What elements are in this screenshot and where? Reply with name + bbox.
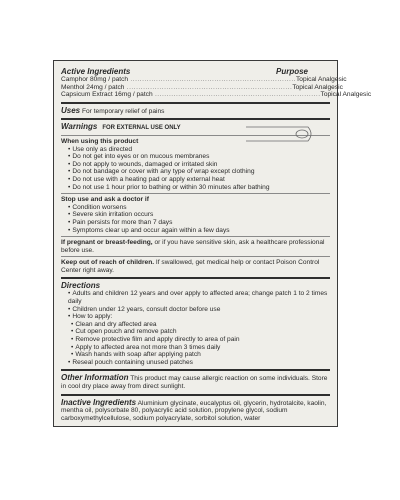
stop-use-heading: Stop use and ask a doctor if <box>61 196 149 204</box>
list-item: • Adults and children 12 years and over apply to affected area; change patch 1 to 2 times daily <box>68 290 330 305</box>
thin-divider <box>61 193 330 194</box>
list-item: • Children under 12 years, consult doctor before use <box>68 306 330 314</box>
list-item: • Remove protective film and apply directly to area of pain <box>71 336 330 344</box>
section-divider <box>61 394 330 396</box>
directions-heading: Directions <box>61 281 101 291</box>
other-information-section <box>61 373 330 390</box>
directions-list <box>61 290 330 320</box>
active-ingredients-heading: Active Ingredients <box>61 67 131 76</box>
thin-divider <box>61 256 330 257</box>
warnings-heading: Warnings <box>61 122 98 132</box>
ingredient-name: Menthol 24mg / patch <box>61 83 125 91</box>
list-item: • How to apply: <box>68 313 330 321</box>
list-item: • Symptoms clear up and occur again within a few days <box>68 227 330 235</box>
uses-text: For temporary relief of pains <box>81 107 165 115</box>
reach-warning-text: If swallowed, get medical help or contact Poison Control Center right away. <box>61 259 320 274</box>
pregnancy-warning-bold: If pregnant or breast-feeding, <box>61 239 153 247</box>
reach-warning-bold: Keep out of reach of children. <box>61 259 155 267</box>
patch-illustration-icon <box>244 124 316 144</box>
active-ingredients-list <box>61 76 372 99</box>
ingredient-name: Camphor 80mg / patch <box>61 76 129 83</box>
warnings-section <box>61 122 330 274</box>
external-use-note: FOR EXTERNAL USE ONLY <box>102 125 181 132</box>
leader-dots: ....................................................................... <box>128 76 296 83</box>
list-item: • Wash hands with soap after applying patch <box>71 351 330 359</box>
list-item: • Do not apply to wounds, damaged or irritated skin <box>68 161 330 169</box>
ingredient-purpose: Topical Analgesic <box>320 91 372 99</box>
reach-of-children-warning <box>61 259 330 274</box>
drug-facts-panel <box>53 60 372 427</box>
pregnancy-warning <box>61 239 330 254</box>
other-information-text: This product may cause allergic reaction on some individuals. Store in cool dry place away from direct sunlight. <box>61 375 328 390</box>
list-item: • Do not use with a heating pad or apply external heat <box>68 176 330 184</box>
section-divider <box>61 369 330 371</box>
ingredient-purpose: Topical Analgesic <box>295 76 347 83</box>
list-item: • Cut open pouch and remove patch <box>71 328 330 336</box>
inactive-ingredients-text: Aluminium glycinate, eucalyptus oil, glycerin, hydrotalcite, kaolin, mentha oil, polysorbate 80, polyacrylic acid solution, propylene glycol, sodium carboxymethylcellulose, sodium polyacrylate, sorbitol solution, water <box>61 399 327 422</box>
directions-section <box>61 281 330 366</box>
pregnancy-warning-text: or if you have sensitive skin, ask a healthcare professional before use. <box>61 239 325 254</box>
list-item: • Do not use 1 hour prior to bathing or within 30 minutes after bathing <box>68 184 330 192</box>
list-item: • Pain persists for more than 7 days <box>68 219 330 227</box>
uses-heading: Uses <box>61 105 81 115</box>
ingredient-purpose: Topical Analgesic <box>292 83 343 91</box>
list-item: • Apply to affected area not more than 3 times daily <box>71 344 330 352</box>
when-using-list <box>61 146 330 192</box>
inactive-ingredients-heading: Inactive Ingredients <box>61 397 137 407</box>
uses-section <box>61 106 330 116</box>
section-divider <box>61 277 330 279</box>
list-item: • Use only as directed <box>68 146 330 154</box>
leader-dots: ....................................................................... <box>124 83 293 91</box>
active-ingredient-row <box>61 91 372 99</box>
active-ingredient-row <box>61 76 347 84</box>
active-ingredients-header <box>61 67 330 76</box>
inactive-ingredients-section <box>61 398 330 423</box>
directions-list-end <box>61 359 330 367</box>
how-to-apply-list <box>61 321 330 359</box>
thin-divider <box>61 236 330 237</box>
list-item: • Reseal pouch containing unused patches <box>68 359 330 367</box>
other-information-heading: Other Information <box>61 373 129 383</box>
when-using-heading: When using this product <box>61 137 139 145</box>
stop-use-list <box>61 204 330 234</box>
list-item: • Condition worsens <box>68 204 330 212</box>
section-divider <box>61 102 330 104</box>
list-item: • Do not get into eyes or on mucous membranes <box>68 153 330 161</box>
section-divider <box>61 118 330 120</box>
list-item: • Do not bandage or cover with any type of wrap except clothing <box>68 168 330 176</box>
leader-dots: ....................................................................... <box>152 91 321 99</box>
purpose-heading: Purpose <box>275 67 308 76</box>
list-item: • Severe skin irritation occurs <box>68 211 330 219</box>
active-ingredient-row <box>61 83 343 92</box>
list-item: • Clean and dry affected area <box>71 321 330 329</box>
ingredient-name: Capsicum Extract 16mg / patch <box>61 91 153 99</box>
